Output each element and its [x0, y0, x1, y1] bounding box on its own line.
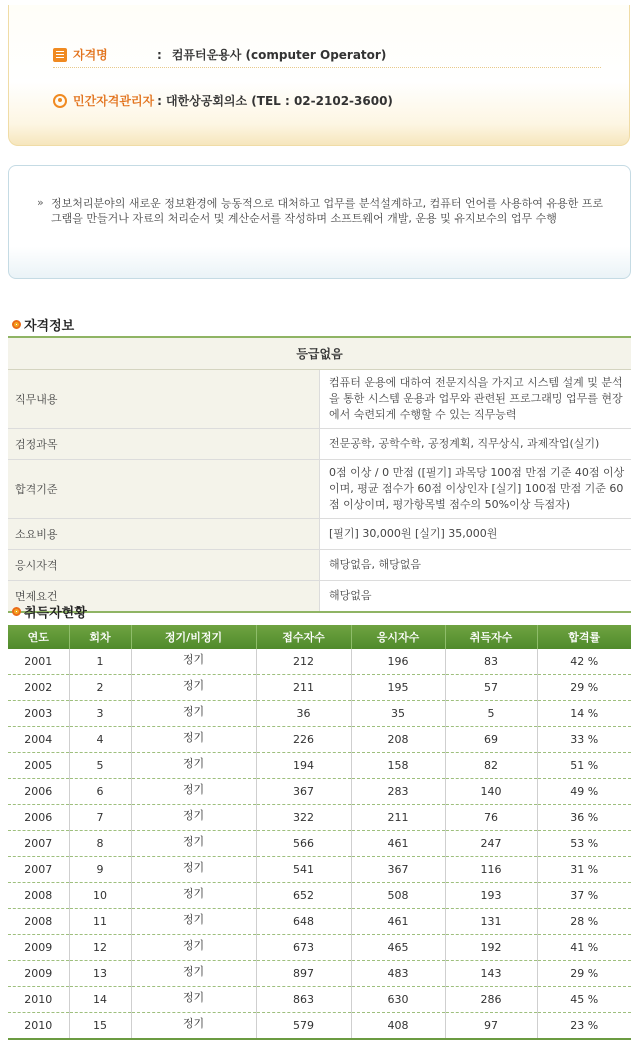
- grade-row: [8, 337, 631, 370]
- acquirers-cell: 5: [445, 701, 537, 727]
- applicants-cell: 579: [256, 1013, 351, 1040]
- acquisition-stats-table: [8, 625, 631, 1040]
- examinees-cell: 483: [351, 961, 445, 987]
- acquirers-cell: 69: [445, 727, 537, 753]
- regular-cell: 정기: [131, 779, 256, 805]
- info-key: 직무내용: [8, 370, 320, 429]
- pass-rate-cell: 45 %: [537, 987, 631, 1013]
- regular-cell: 정기: [131, 1013, 256, 1040]
- info-key: 면제요건: [8, 581, 320, 612]
- applicants-cell: 863: [256, 987, 351, 1013]
- examinees-cell: 208: [351, 727, 445, 753]
- acquirers-cell: 143: [445, 961, 537, 987]
- examinees-cell: 408: [351, 1013, 445, 1040]
- manager-label: 민간자격관리자: [73, 94, 155, 108]
- acquirers-cell: 247: [445, 831, 537, 857]
- examinees-cell: 367: [351, 857, 445, 883]
- certificate-name-row: [53, 46, 386, 63]
- applicants-cell: 212: [256, 649, 351, 675]
- regular-cell: 정기: [131, 675, 256, 701]
- column-header: 회차: [69, 625, 131, 649]
- info-row: [8, 460, 631, 519]
- round-cell: 13: [69, 961, 131, 987]
- round-cell: 2: [69, 675, 131, 701]
- round-cell: 14: [69, 987, 131, 1013]
- year-cell: 2005: [8, 753, 69, 779]
- document-icon: [53, 48, 67, 62]
- pass-rate-cell: 29 %: [537, 675, 631, 701]
- year-cell: 2010: [8, 1013, 69, 1040]
- acquirers-cell: 193: [445, 883, 537, 909]
- year-cell: 2006: [8, 779, 69, 805]
- applicants-cell: 652: [256, 883, 351, 909]
- column-header: 합격률: [537, 625, 631, 649]
- examinees-cell: 465: [351, 935, 445, 961]
- regular-cell: 정기: [131, 909, 256, 935]
- acquirers-cell: 131: [445, 909, 537, 935]
- examinees-cell: 195: [351, 675, 445, 701]
- table-row: [8, 935, 631, 961]
- table-row: [8, 961, 631, 987]
- column-header: 접수자수: [256, 625, 351, 649]
- regular-cell: 정기: [131, 831, 256, 857]
- manager-row: [53, 92, 393, 109]
- stats-body: [8, 649, 631, 1039]
- round-cell: 7: [69, 805, 131, 831]
- info-row: [8, 581, 631, 612]
- table-row: [8, 649, 631, 675]
- applicants-cell: 36: [256, 701, 351, 727]
- year-cell: 2006: [8, 805, 69, 831]
- column-header: 응시자수: [351, 625, 445, 649]
- pass-rate-cell: 37 %: [537, 883, 631, 909]
- round-cell: 11: [69, 909, 131, 935]
- applicants-cell: 566: [256, 831, 351, 857]
- info-value: 해당없음, 해당없음: [320, 550, 632, 581]
- info-key: 검정과목: [8, 429, 320, 460]
- year-cell: 2008: [8, 883, 69, 909]
- year-cell: 2002: [8, 675, 69, 701]
- table-row: [8, 701, 631, 727]
- year-cell: 2010: [8, 987, 69, 1013]
- manager-separator: :: [157, 93, 162, 108]
- info-section-title: [12, 315, 74, 334]
- acquirers-cell: 116: [445, 857, 537, 883]
- info-row: [8, 519, 631, 550]
- table-row: [8, 779, 631, 805]
- year-cell: 2009: [8, 961, 69, 987]
- year-cell: 2009: [8, 935, 69, 961]
- pass-rate-cell: 23 %: [537, 1013, 631, 1040]
- pass-rate-cell: 29 %: [537, 961, 631, 987]
- regular-cell: 정기: [131, 961, 256, 987]
- round-cell: 5: [69, 753, 131, 779]
- info-value: [필기] 30,000원 [실기] 35,000원: [320, 519, 632, 550]
- acquirers-cell: 82: [445, 753, 537, 779]
- examinees-cell: 508: [351, 883, 445, 909]
- column-header: 취득자수: [445, 625, 537, 649]
- applicants-cell: 226: [256, 727, 351, 753]
- info-key: 응시자격: [8, 550, 320, 581]
- pass-rate-cell: 42 %: [537, 649, 631, 675]
- examinees-cell: 461: [351, 909, 445, 935]
- info-section-title-text: 자격정보: [24, 319, 75, 334]
- year-cell: 2007: [8, 831, 69, 857]
- acquirers-cell: 97: [445, 1013, 537, 1040]
- applicants-cell: 194: [256, 753, 351, 779]
- table-row: [8, 909, 631, 935]
- applicants-cell: 673: [256, 935, 351, 961]
- certificate-name-label: 자격명: [73, 48, 108, 62]
- round-cell: 1: [69, 649, 131, 675]
- pass-rate-cell: 51 %: [537, 753, 631, 779]
- year-cell: 2003: [8, 701, 69, 727]
- pass-rate-cell: 49 %: [537, 779, 631, 805]
- table-row: [8, 831, 631, 857]
- regular-cell: 정기: [131, 857, 256, 883]
- table-row: [8, 805, 631, 831]
- regular-cell: 정기: [131, 701, 256, 727]
- examinees-cell: 35: [351, 701, 445, 727]
- applicants-cell: 897: [256, 961, 351, 987]
- examinees-cell: 196: [351, 649, 445, 675]
- section-bullet-icon: [12, 607, 21, 616]
- stats-section-title: [12, 602, 87, 621]
- year-cell: 2001: [8, 649, 69, 675]
- regular-cell: 정기: [131, 805, 256, 831]
- description-box: [8, 165, 631, 279]
- examinees-cell: 461: [351, 831, 445, 857]
- round-cell: 15: [69, 1013, 131, 1040]
- section-bullet-icon: [12, 320, 21, 329]
- applicants-cell: 367: [256, 779, 351, 805]
- info-value: 해당없음: [320, 581, 632, 612]
- applicants-cell: 322: [256, 805, 351, 831]
- table-row: [8, 987, 631, 1013]
- info-row: [8, 429, 631, 460]
- certificate-name-separator: :: [157, 47, 162, 62]
- round-cell: 3: [69, 701, 131, 727]
- pass-rate-cell: 31 %: [537, 857, 631, 883]
- info-row: [8, 370, 631, 429]
- round-cell: 12: [69, 935, 131, 961]
- pass-rate-cell: 53 %: [537, 831, 631, 857]
- acquirers-cell: 140: [445, 779, 537, 805]
- table-row: [8, 675, 631, 701]
- column-header: 정기/비정기: [131, 625, 256, 649]
- column-header: 연도: [8, 625, 69, 649]
- pass-rate-cell: 41 %: [537, 935, 631, 961]
- acquirers-cell: 286: [445, 987, 537, 1013]
- header-divider: [53, 67, 601, 68]
- round-cell: 10: [69, 883, 131, 909]
- year-cell: 2008: [8, 909, 69, 935]
- pass-rate-cell: 36 %: [537, 805, 631, 831]
- round-cell: 6: [69, 779, 131, 805]
- regular-cell: 정기: [131, 987, 256, 1013]
- info-value: 전문공학, 공학수학, 공정계획, 직무상식, 과제작업(실기): [320, 429, 632, 460]
- acquirers-cell: 192: [445, 935, 537, 961]
- year-cell: 2007: [8, 857, 69, 883]
- applicants-cell: 648: [256, 909, 351, 935]
- pass-rate-cell: 28 %: [537, 909, 631, 935]
- acquirers-cell: 76: [445, 805, 537, 831]
- regular-cell: 정기: [131, 649, 256, 675]
- grade-value: 등급없음: [8, 337, 631, 370]
- pass-rate-cell: 33 %: [537, 727, 631, 753]
- acquirers-cell: 57: [445, 675, 537, 701]
- examinees-cell: 630: [351, 987, 445, 1013]
- pass-rate-cell: 14 %: [537, 701, 631, 727]
- stats-header-row: [8, 625, 631, 649]
- table-row: [8, 883, 631, 909]
- description-bullet: »: [37, 196, 44, 209]
- certificate-name-value: 컴퓨터운용사 (computer Operator): [171, 48, 387, 62]
- regular-cell: 정기: [131, 883, 256, 909]
- info-key: 소요비용: [8, 519, 320, 550]
- examinees-cell: 158: [351, 753, 445, 779]
- qualification-info-table: [8, 336, 631, 613]
- table-row: [8, 753, 631, 779]
- stats-section-title-text: 취득자현황: [24, 606, 87, 621]
- description-text: 정보처리분야의 새로운 정보환경에 능동적으로 대처하고 업무를 분석설계하고, 컴퓨터 언어를 사용하여 유용한 프로그램을 만들거나 자료의 처리순서 및 계산순서를 작성하며 소프트웨어 개발, 운용 및 유지보수의 업무 수행: [51, 197, 604, 225]
- examinees-cell: 211: [351, 805, 445, 831]
- info-value: 0점 이상 / 0 만점 ([필기] 과목당 100점 만점 기준 40점 이상이며, 평균 점수가 60점 이상인자 [실기] 100점 만점 기준 60점 이상이며, 평가항목별 점수의 50%이상 득점자): [320, 460, 632, 519]
- regular-cell: 정기: [131, 727, 256, 753]
- round-cell: 8: [69, 831, 131, 857]
- applicants-cell: 541: [256, 857, 351, 883]
- regular-cell: 정기: [131, 753, 256, 779]
- table-row: [8, 1013, 631, 1040]
- acquirers-cell: 83: [445, 649, 537, 675]
- year-cell: 2004: [8, 727, 69, 753]
- round-cell: 4: [69, 727, 131, 753]
- table-row: [8, 727, 631, 753]
- table-row: [8, 857, 631, 883]
- certificate-header-box: [8, 5, 630, 146]
- info-row: [8, 550, 631, 581]
- applicants-cell: 211: [256, 675, 351, 701]
- info-key: 합격기준: [8, 460, 320, 519]
- person-icon: [53, 94, 67, 108]
- manager-value: 대한상공회의소 (TEL : 02-2102-3600): [165, 94, 393, 108]
- round-cell: 9: [69, 857, 131, 883]
- info-value: 컴퓨터 운용에 대하여 전문지식을 가지고 시스템 설계 및 분석을 통한 시스템 운용과 업무와 관련된 프로그래밍 업무를 현장에서 숙련되게 수행할 수 있는 직무능력: [320, 370, 632, 429]
- examinees-cell: 283: [351, 779, 445, 805]
- regular-cell: 정기: [131, 935, 256, 961]
